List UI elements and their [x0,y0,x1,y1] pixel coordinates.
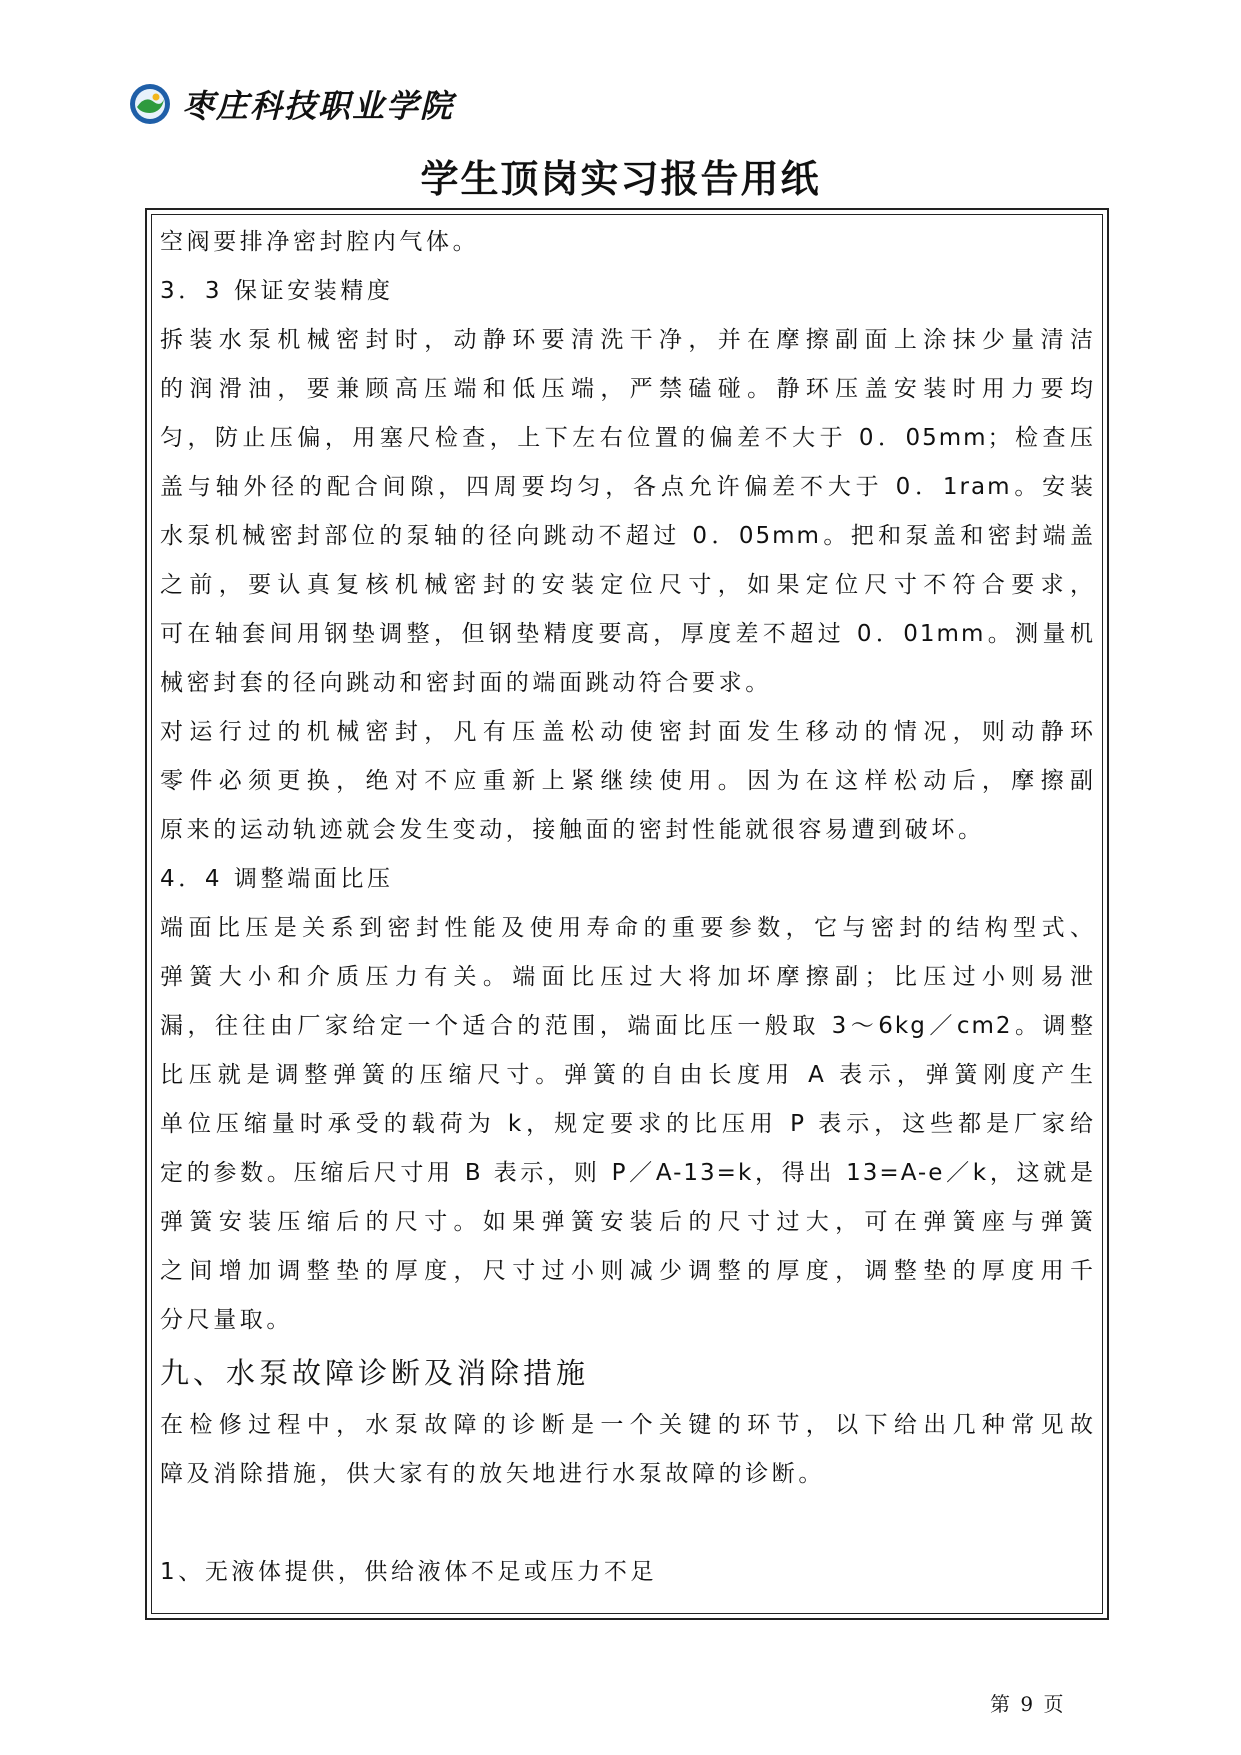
body-line: 盖与轴外径的配合间隙，四周要均匀，各点允许偏差不大于 0．1ram。安装 [160,474,1095,500]
body-line: 拆装水泵机械密封时，动静环要清洗干净，并在摩擦副面上涂抹少量清洁 [160,327,1095,353]
body-line: 分尺量取。 [160,1307,293,1333]
body-line: 水泵机械密封部位的泵轴的径向跳动不超过 0．05mm。把和泵盖和密封端盖 [160,523,1095,549]
report-frame [145,208,1109,1620]
body-line: 端面比压是关系到密封性能及使用寿命的重要参数，它与密封的结构型式、 [160,915,1095,941]
report-body [160,218,1095,1597]
body-line: 比压就是调整弹簧的压缩尺寸。弹簧的自由长度用 A 表示，弹簧刚度产生 [160,1062,1095,1088]
body-line: 空阀要排净密封腔内气体。 [160,229,480,255]
body-line: 对运行过的机械密封，凡有压盖松动使密封面发生移动的情况，则动静环 [160,719,1095,745]
body-line: 在检修过程中，水泵故障的诊断是一个关键的环节，以下给出几种常见故 [160,1412,1095,1438]
page-title: 学生顶岗实习报告用纸 [420,157,821,201]
body-line: 械密封套的径向跳动和密封面的端面跳动符合要求。 [160,670,772,696]
body-line: 原来的运动轨迹就会发生变动，接触面的密封性能就很容易遭到破坏。 [160,817,985,843]
body-line: 定的参数。压缩后尺寸用 B 表示，则 P／A-13=k，得出 13=A-e／k，这就是 [160,1160,1095,1186]
page-header [128,80,454,128]
body-line: 可在轴套间用钢垫调整，但钢垫精度要高，厚度差不超过 0．01mm。测量机 [160,621,1095,647]
section-title: 九、水泵故障诊断及消除措施 [160,1356,590,1390]
body-line: 障及消除措施，供大家有的放矢地进行水泵故障的诊断。 [160,1461,825,1487]
body-line: 之间增加调整垫的厚度，尺寸过小则减少调整的厚度，调整垫的厚度用千 [160,1258,1095,1284]
body-line: 漏，往往由厂家给定一个适合的范围，端面比压一般取 3～6kg／cm2。调整 [160,1013,1095,1039]
school-name: 枣庄科技职业学院 [182,87,455,125]
body-line: 弹簧安装压缩后的尺寸。如果弹簧安装后的尺寸过大，可在弹簧座与弹簧 [160,1209,1095,1235]
subheading-item-1: 1、无液体提供，供给液体不足或压力不足 [160,1559,658,1585]
page-number: 第 9 页 [990,1692,1066,1716]
body-line: 匀，防止压偏，用塞尺检查，上下左右位置的偏差不大于 0．05mm；检查压 [160,425,1095,451]
subheading-4-4: 4．4 调整端面比压 [160,866,394,892]
school-emblem-icon [128,82,172,126]
body-line: 之前，要认真复核机械密封的安装定位尺寸，如果定位尺寸不符合要求， [160,572,1095,598]
body-line: 单位压缩量时承受的载荷为 k，规定要求的比压用 P 表示，这些都是厂家给 [160,1111,1095,1137]
blank-line [160,1499,1095,1548]
body-line: 零件必须更换，绝对不应重新上紧继续使用。因为在这样松动后，摩擦副 [160,768,1095,794]
body-line: 的润滑油，要兼顾高压端和低压端，严禁磕碰。静环压盖安装时用力要均 [160,376,1095,402]
subheading-3-3: 3．3 保证安装精度 [160,278,394,304]
body-line: 弹簧大小和介质压力有关。端面比压过大将加坏摩擦副；比压过小则易泄 [160,964,1095,990]
